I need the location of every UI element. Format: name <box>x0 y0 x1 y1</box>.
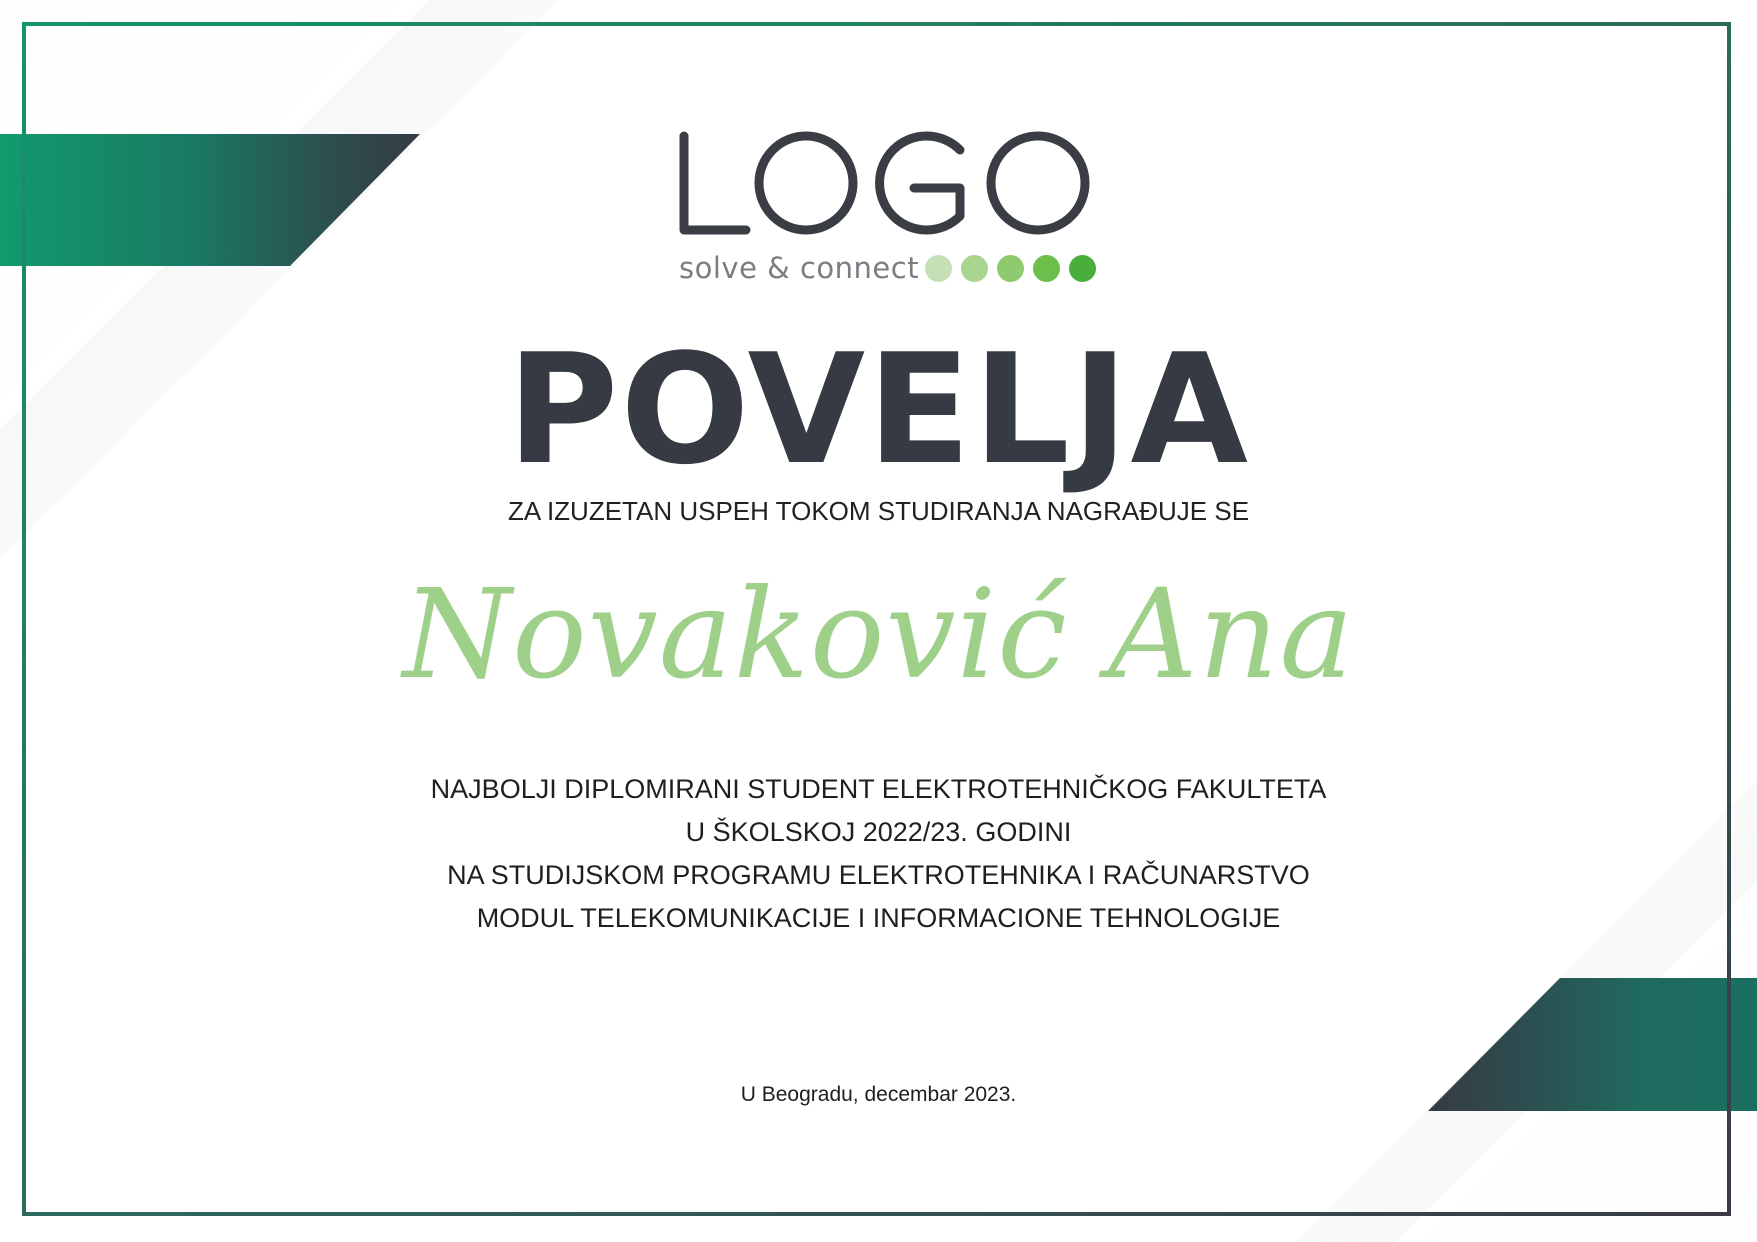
description-line: MODUL TELEKOMUNIKACIJE I INFORMACIONE TEHNOLOGIJE <box>476 903 1281 933</box>
logo-dot <box>997 255 1024 282</box>
recipient-name: Novaković Ana <box>402 563 1355 707</box>
place-and-date: U Beogradu, decembar 2023. <box>740 1083 1017 1106</box>
certificate-title: POVELJA <box>506 321 1251 498</box>
description-line: NA STUDIJSKOM PROGRAMU ELEKTROTEHNIKA I RAČUNARSTVO <box>447 860 1310 890</box>
award-subtitle: ZA IZUZETAN USPEH TOKOM STUDIRANJA NAGRAĐUJE SE <box>507 496 1250 526</box>
logo-dot <box>925 255 952 282</box>
logo-wordmark <box>676 130 1096 240</box>
logo-dots <box>925 255 1096 282</box>
logo-dot <box>1069 255 1096 282</box>
description-line: NAJBOLJI DIPLOMIRANI STUDENT ELEKTROTEHNIČKOG FAKULTETA <box>430 774 1327 804</box>
logo-tagline: solve & connect <box>679 251 920 285</box>
award-description <box>0 768 1757 940</box>
logo-dot <box>961 255 988 282</box>
description-line: U ŠKOLSKOJ 2022/23. GODINI <box>685 817 1072 847</box>
logo-dot <box>1033 255 1060 282</box>
logo-tagline-row <box>679 248 1096 288</box>
company-logo <box>0 118 1757 288</box>
